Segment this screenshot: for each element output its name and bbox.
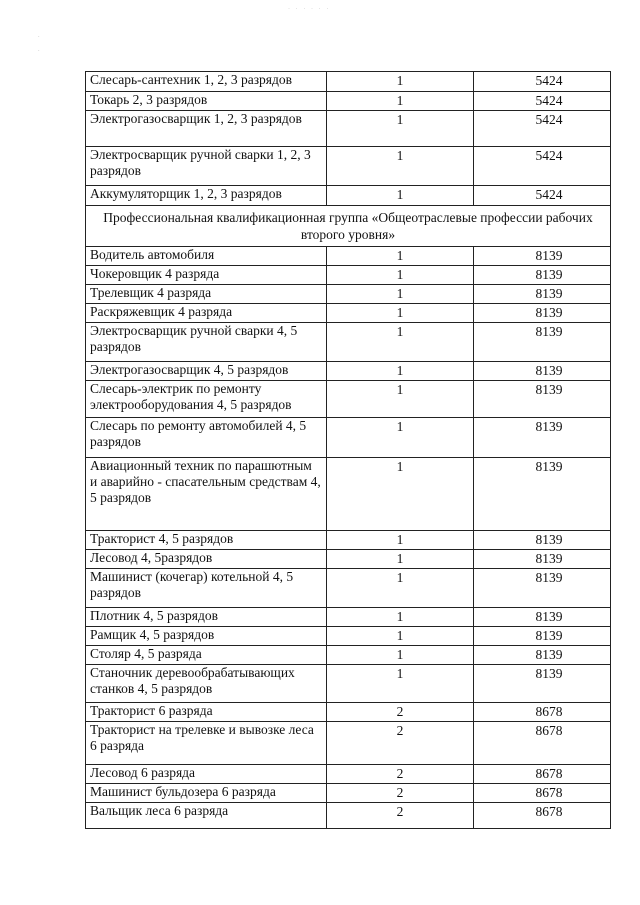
value-cell: 8139 (474, 362, 611, 381)
table-section-header (86, 206, 611, 247)
qty-cell: 2 (327, 765, 474, 784)
value-cell: 8139 (474, 531, 611, 550)
profession-name-cell: Слесарь по ремонту автомобилей 4, 5 разрядов (86, 418, 327, 458)
profession-name-cell: Трелевщик 4 разряда (86, 285, 327, 304)
qty-cell: 1 (327, 186, 474, 206)
table-row (86, 266, 611, 285)
table-row (86, 247, 611, 266)
group-header-cell: Профессиональная квалификационная группа «Общеотраслевые профессии рабочих второго уровня» (86, 206, 611, 247)
table-row (86, 765, 611, 784)
table-row (86, 703, 611, 722)
group-header-row (86, 206, 611, 247)
value-cell: 8139 (474, 381, 611, 418)
value-cell: 8139 (474, 550, 611, 569)
profession-name-cell: Токарь 2, 3 разрядов (86, 92, 327, 111)
value-cell: 5424 (474, 111, 611, 147)
value-cell: 8139 (474, 266, 611, 285)
table-row (86, 323, 611, 362)
value-cell: 8139 (474, 665, 611, 703)
value-cell: 5424 (474, 72, 611, 92)
qty-cell: 2 (327, 722, 474, 765)
table-row (86, 381, 611, 418)
scan-noise-top: · · · · · · (288, 6, 331, 12)
value-cell: 8139 (474, 569, 611, 608)
value-cell: 8139 (474, 458, 611, 531)
value-cell: 8139 (474, 608, 611, 627)
profession-name-cell: Чокеровщик 4 разряда (86, 266, 327, 285)
qty-cell: 1 (327, 550, 474, 569)
qty-cell: 2 (327, 703, 474, 722)
qty-cell: 1 (327, 111, 474, 147)
profession-name-cell: Слесарь-сантехник 1, 2, 3 разрядов (86, 72, 327, 92)
value-cell: 8139 (474, 627, 611, 646)
qty-cell: 1 (327, 608, 474, 627)
table-row (86, 285, 611, 304)
qty-cell: 1 (327, 304, 474, 323)
value-cell: 8678 (474, 765, 611, 784)
table-row (86, 458, 611, 531)
profession-name-cell: Тракторист 6 разряда (86, 703, 327, 722)
value-cell: 8139 (474, 418, 611, 458)
value-cell: 8678 (474, 722, 611, 765)
table-row (86, 147, 611, 186)
table-row (86, 531, 611, 550)
table-row (86, 418, 611, 458)
table-row (86, 608, 611, 627)
table-row (86, 646, 611, 665)
salary-table (85, 71, 611, 829)
profession-name-cell: Тракторист на трелевке и вывозке леса 6 разряда (86, 722, 327, 765)
qty-cell: 1 (327, 72, 474, 92)
profession-name-cell: Столяр 4, 5 разряда (86, 646, 327, 665)
table-row (86, 784, 611, 803)
value-cell: 8139 (474, 323, 611, 362)
value-cell: 8139 (474, 285, 611, 304)
qty-cell: 1 (327, 531, 474, 550)
profession-name-cell: Электрогазосварщик 4, 5 разрядов (86, 362, 327, 381)
profession-name-cell: Станочник деревообрабатывающих станков 4, 5 разрядов (86, 665, 327, 703)
value-cell: 8139 (474, 304, 611, 323)
profession-name-cell: Электросварщик ручной сварки 4, 5 разрядов (86, 323, 327, 362)
value-cell: 8678 (474, 703, 611, 722)
scan-noise-side: · · (38, 34, 40, 54)
value-cell: 8678 (474, 803, 611, 829)
qty-cell: 1 (327, 665, 474, 703)
profession-name-cell: Машинист (кочегар) котельной 4, 5 разрядов (86, 569, 327, 608)
qty-cell: 1 (327, 323, 474, 362)
profession-name-cell: Водитель автомобиля (86, 247, 327, 266)
profession-name-cell: Электрогазосварщик 1, 2, 3 разрядов (86, 111, 327, 147)
profession-name-cell: Рамщик 4, 5 разрядов (86, 627, 327, 646)
profession-name-cell: Раскряжевщик 4 разряда (86, 304, 327, 323)
value-cell: 8139 (474, 646, 611, 665)
qty-cell: 1 (327, 285, 474, 304)
qty-cell: 1 (327, 247, 474, 266)
qty-cell: 1 (327, 646, 474, 665)
qty-cell: 1 (327, 92, 474, 111)
qty-cell: 1 (327, 147, 474, 186)
table-row (86, 550, 611, 569)
profession-name-cell: Слесарь-электрик по ремонту электрооборудования 4, 5 разрядов (86, 381, 327, 418)
profession-name-cell: Аккумуляторщик 1, 2, 3 разрядов (86, 186, 327, 206)
qty-cell: 2 (327, 784, 474, 803)
value-cell: 5424 (474, 92, 611, 111)
table-row (86, 111, 611, 147)
value-cell: 8678 (474, 784, 611, 803)
table-row (86, 627, 611, 646)
value-cell: 5424 (474, 186, 611, 206)
qty-cell: 1 (327, 458, 474, 531)
table-row (86, 186, 611, 206)
profession-name-cell: Тракторист 4, 5 разрядов (86, 531, 327, 550)
profession-name-cell: Авиационный техник по парашютным и аварийно - спасательным средствам 4, 5 разрядов (86, 458, 327, 531)
qty-cell: 1 (327, 381, 474, 418)
table-row (86, 92, 611, 111)
profession-name-cell: Лесовод 6 разряда (86, 765, 327, 784)
qty-cell: 2 (327, 803, 474, 829)
profession-name-cell: Плотник 4, 5 разрядов (86, 608, 327, 627)
table-section-first (86, 72, 611, 206)
qty-cell: 1 (327, 569, 474, 608)
profession-name-cell: Электросварщик ручной сварки 1, 2, 3 разрядов (86, 147, 327, 186)
table-row (86, 722, 611, 765)
qty-cell: 1 (327, 266, 474, 285)
profession-name-cell: Вальщик леса 6 разряда (86, 803, 327, 829)
table-row (86, 362, 611, 381)
qty-cell: 1 (327, 362, 474, 381)
table-row (86, 665, 611, 703)
value-cell: 8139 (474, 247, 611, 266)
table-row (86, 803, 611, 829)
profession-name-cell: Лесовод 4, 5разрядов (86, 550, 327, 569)
table-row (86, 304, 611, 323)
value-cell: 5424 (474, 147, 611, 186)
table-section-second (86, 247, 611, 829)
qty-cell: 1 (327, 418, 474, 458)
table-row (86, 569, 611, 608)
profession-name-cell: Машинист бульдозера 6 разряда (86, 784, 327, 803)
qty-cell: 1 (327, 627, 474, 646)
table-row (86, 72, 611, 92)
